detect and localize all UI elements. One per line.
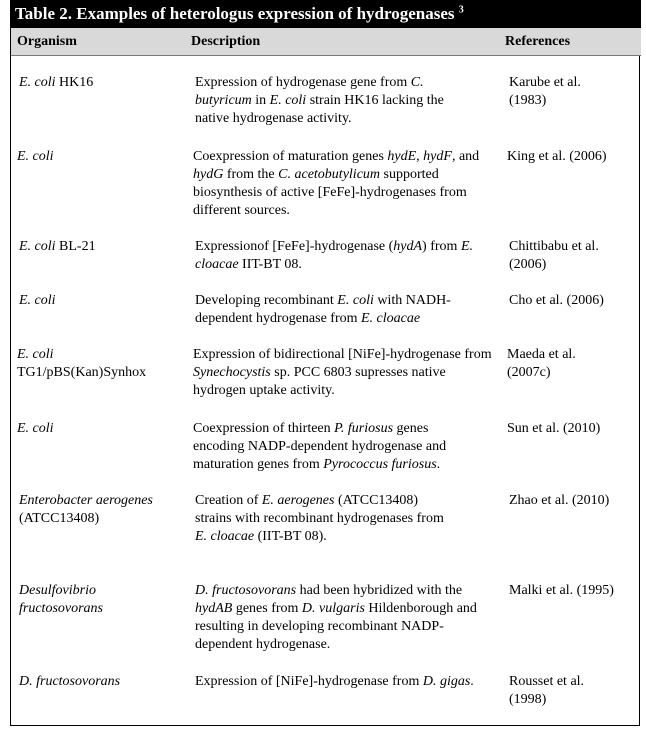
- text-run: King et al. (2006): [507, 149, 607, 164]
- text-run: E. cloacae: [195, 529, 255, 544]
- cell-reference: [507, 420, 637, 438]
- text-run: E. cloacae: [361, 311, 421, 326]
- text-run: C. acetobutylicum: [278, 167, 381, 182]
- cell-description: [195, 292, 485, 328]
- text-run: BL-21: [55, 239, 96, 254]
- text-run: from the: [223, 167, 279, 182]
- cell-reference: [509, 292, 639, 310]
- text-run: E. cloacae: [195, 239, 473, 272]
- cell-description: [195, 74, 455, 128]
- text-run: Maeda et al. (2007c): [507, 347, 576, 380]
- text-run: Hildenborough and resulting in developing recombinant NADP-dependent hydrogenase.: [195, 601, 477, 652]
- table-title-footnote: 3: [458, 4, 464, 16]
- text-run: Zhao et al. (2010): [509, 493, 610, 508]
- text-run: genes encoding NADP-dependent hydrogenase and maturation genes from: [193, 421, 447, 472]
- text-run: Cho et al. (2006): [509, 293, 604, 308]
- table-frame: [10, 0, 640, 726]
- cell-organism: [17, 420, 187, 438]
- text-run: ,: [416, 149, 424, 164]
- cell-reference: [509, 74, 619, 110]
- text-run: Sun et al. (2010): [507, 421, 601, 436]
- table-title-text: Table 2. Examples of heterologus expression of hydrogenases: [15, 4, 455, 23]
- text-run: Desulfovibrio fructosovorans: [19, 583, 103, 616]
- cell-reference: [507, 346, 597, 382]
- text-run: hydF: [423, 149, 452, 164]
- text-run: genes from: [232, 601, 302, 616]
- cell-description: [193, 420, 483, 474]
- text-run: Synechocystis: [193, 365, 271, 380]
- text-run: Creation of: [195, 493, 262, 508]
- text-run: C. butyricum: [195, 75, 424, 108]
- text-run: E. coli: [19, 293, 56, 308]
- text-run: Pyrococcus furiosus: [323, 457, 437, 472]
- cell-description: [193, 148, 483, 220]
- text-run: E. coli: [19, 239, 56, 254]
- text-run: strain HK16 lacking the native hydrogenase activity.: [195, 93, 444, 126]
- text-run: had been hybridized with the: [296, 583, 463, 598]
- cell-reference: [509, 582, 643, 600]
- cell-reference: [509, 492, 639, 510]
- text-run: Expressionof [FeFe]-hydrogenase (: [195, 239, 394, 254]
- cell-organism: [19, 492, 179, 528]
- text-run: hydA: [393, 239, 423, 254]
- cell-organism: [19, 238, 189, 256]
- text-run: Chittibabu et al. (2006): [509, 239, 599, 272]
- cell-organism: [19, 582, 149, 618]
- text-run: in: [251, 93, 270, 108]
- cell-description: [193, 346, 497, 400]
- text-run: Rousset et al. (1998): [509, 674, 585, 707]
- text-run: (ATCC13408): [19, 511, 100, 526]
- cell-organism: [19, 673, 189, 691]
- text-run: D. fructosovorans: [195, 583, 297, 598]
- text-run: E. coli: [17, 347, 54, 362]
- text-run: Coexpression of thirteen: [193, 421, 335, 436]
- text-run: hydG: [193, 167, 224, 182]
- cell-description: [195, 582, 485, 654]
- text-run: E. coli: [17, 421, 54, 436]
- text-run: D. vulgaris: [301, 601, 365, 616]
- text-run: (IIT-BT 08).: [254, 529, 327, 544]
- text-run: E. coli: [269, 93, 307, 108]
- text-run: ) from: [422, 239, 461, 254]
- cell-reference: [507, 148, 637, 166]
- cell-description: [195, 492, 457, 546]
- text-run: E. aerogenes: [261, 493, 335, 508]
- text-run: , and: [451, 149, 480, 164]
- text-run: hydE: [387, 149, 417, 164]
- text-run: Expression of [NiFe]-hydrogenase from: [195, 674, 423, 689]
- text-run: Karube et al. (1983): [509, 75, 581, 108]
- text-run: sp. PCC 6803 supresses native hydrogen uptake activity.: [193, 365, 446, 398]
- text-run: Coexpression of maturation genes: [193, 149, 388, 164]
- cell-description: [195, 673, 475, 691]
- text-run: Developing recombinant: [195, 293, 338, 308]
- text-run: E. coli: [17, 149, 54, 164]
- table-title: [11, 0, 641, 28]
- text-run: IIT-BT 08.: [238, 257, 302, 272]
- text-run: hydAB: [195, 601, 233, 616]
- header-organism: Organism: [17, 34, 77, 49]
- text-run: Enterobacter aerogenes: [19, 493, 153, 508]
- text-run: Expression of bidirectional [NiFe]-hydrogenase from: [193, 347, 492, 362]
- text-run: D. fructosovorans: [19, 674, 121, 689]
- text-run: P. furiosus: [334, 421, 394, 436]
- text-run: HK16: [55, 75, 94, 90]
- text-run: D. gigas: [422, 674, 471, 689]
- cell-organism: [19, 292, 189, 310]
- text-run: with NADH-dependent hydrogenase from: [195, 293, 451, 326]
- cell-reference: [509, 673, 619, 709]
- text-run: .: [436, 457, 441, 472]
- cell-description: [195, 238, 495, 274]
- table-header-row: [11, 28, 641, 56]
- cell-organism: [17, 148, 187, 166]
- text-run: (ATCC13408) strains with recombinant hydrogenases from: [195, 493, 444, 526]
- text-run: Expression of hydrogenase gene from: [195, 75, 411, 90]
- text-run: supported biosynthesis of active [FeFe]-hydrogenases from different sources.: [193, 167, 467, 218]
- header-references: References: [505, 34, 571, 49]
- cell-organism: [19, 74, 189, 92]
- header-description: Description: [191, 34, 261, 49]
- cell-reference: [509, 238, 619, 274]
- text-run: TG1/pBS(Kan)Synhox: [17, 365, 147, 380]
- text-run: E. coli: [19, 75, 56, 90]
- text-run: E. coli: [337, 293, 374, 308]
- text-run: .: [470, 674, 474, 689]
- cell-organism: [17, 346, 167, 382]
- text-run: Malki et al. (1995): [509, 583, 614, 598]
